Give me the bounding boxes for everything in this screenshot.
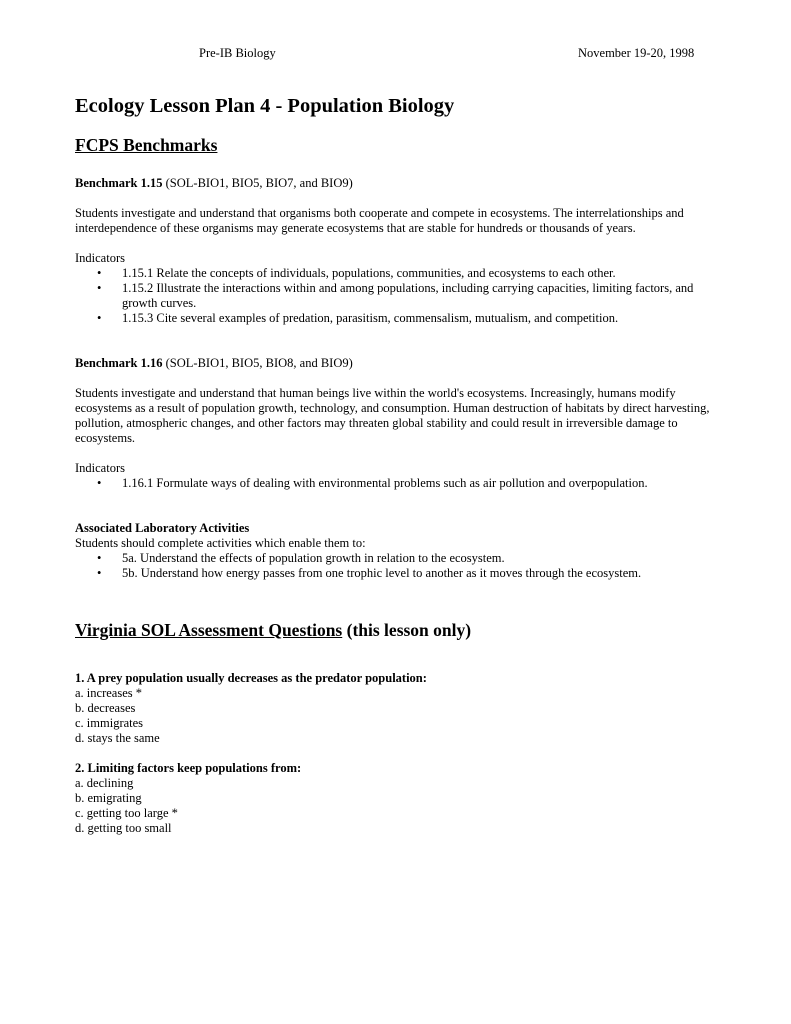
sol-heading-suffix: (this lesson only) [342, 620, 472, 640]
indicators-label: Indicators [75, 461, 125, 475]
benchmark-1-15 [75, 176, 725, 326]
sol-question-2 [75, 761, 725, 836]
benchmark-1-16 [75, 356, 725, 491]
answer-option: b. emigrating [75, 791, 142, 805]
indicator-item: • 1.15.2 Illustrate the interactions within and among populations, including carrying capacities, limiting factors, and growth curves. [75, 281, 725, 311]
question-text: 1. A prey population usually decreases as the predator population: [75, 671, 427, 685]
sol-heading-text: Virginia SOL Assessment Questions [75, 620, 343, 640]
sol-heading [75, 619, 725, 641]
indicator-item: • 1.15.1 Relate the concepts of individuals, populations, communities, and ecosystems to each other. [75, 266, 725, 281]
benchmark-label: Benchmark 1.16 [75, 356, 163, 370]
document-title: Ecology Lesson Plan 4 - Population Biology [75, 95, 455, 117]
lab-heading: Associated Laboratory Activities [75, 521, 250, 535]
benchmark-heading [75, 176, 725, 191]
benchmark-label: Benchmark 1.15 [75, 176, 163, 190]
lab-item: • 5a. Understand the effects of population growth in relation to the ecosystem. [75, 551, 725, 566]
answer-option: a. increases * [75, 686, 142, 700]
answer-option: a. declining [75, 776, 134, 790]
fcps-heading-text: FCPS Benchmarks [75, 135, 218, 155]
benchmark-description: Students investigate and understand that human beings live within the world's ecosystems. Increasingly, humans modify ecosystems as a result of population growth, technology, and consumption. Human destruction of habitats by direct harvesting, pollution, atmospheric changes, and other factors may threaten global stability and could result in irreversible damage to ecosystems. [75, 386, 710, 445]
benchmark-codes: (SOL-BIO1, BIO5, BIO8, and BIO9) [162, 356, 353, 370]
lab-intro: Students should complete activities which enable them to: [75, 536, 366, 550]
benchmark-description: Students investigate and understand that organisms both cooperate and compete in ecosystems. The interrelationships and interdependence of these organisms may generate ecosystems that are stable for hundreds or thousands of years. [75, 206, 684, 235]
fcps-heading [75, 134, 725, 156]
sol-question-1 [75, 671, 725, 746]
answer-option: c. immigrates [75, 716, 144, 730]
answer-option: d. stays the same [75, 731, 160, 745]
header-course: Pre-IB Biology [199, 46, 276, 60]
indicator-list [75, 476, 725, 491]
benchmark-codes: (SOL-BIO1, BIO5, BIO7, and BIO9) [162, 176, 353, 190]
lab-item: • 5b. Understand how energy passes from one trophic level to another as it moves through the ecosystem. [75, 566, 725, 581]
document-body [75, 93, 725, 836]
header-date: November 19-20, 1998 [578, 46, 695, 60]
lab-activities [75, 521, 725, 581]
lab-list [75, 551, 725, 581]
benchmark-heading [75, 356, 725, 371]
answer-list [75, 686, 725, 746]
indicators-label: Indicators [75, 251, 125, 265]
indicator-item: • 1.16.1 Formulate ways of dealing with environmental problems such as air pollution and overpopulation. [75, 476, 725, 491]
answer-option: c. getting too large * [75, 806, 178, 820]
answer-option: b. decreases [75, 701, 136, 715]
answer-option: d. getting too small [75, 821, 172, 835]
indicator-item: • 1.15.3 Cite several examples of predation, parasitism, commensalism, mutualism, and competition. [75, 311, 725, 326]
question-text: 2. Limiting factors keep populations from: [75, 761, 302, 775]
indicator-list [75, 266, 725, 326]
answer-list [75, 776, 725, 836]
